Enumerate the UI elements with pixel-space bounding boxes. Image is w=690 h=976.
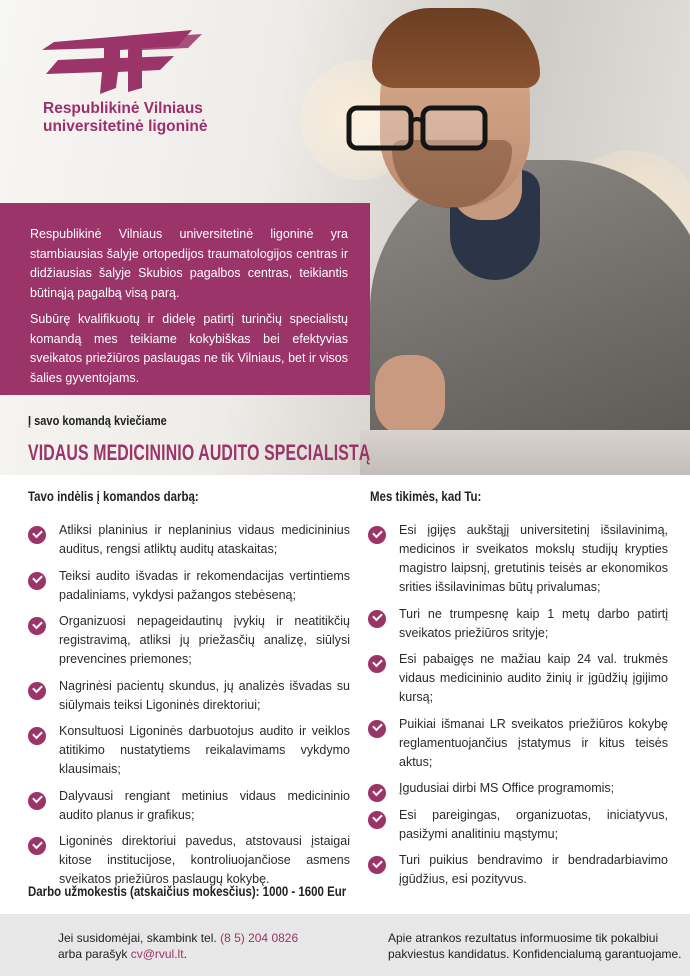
list-item-text: Esi pabaigęs ne mažiau kaip 24 val. trukmės vidaus medicininio audito žinių ir įgūdžių įgijimo kursą; [399, 652, 668, 704]
check-icon [368, 856, 386, 874]
list-item-text: Turi puikius bendravimo ir bendradarbiavimo įgūdžius, esi pozityvus. [399, 853, 668, 886]
list-item-text: Įgudusiai dirbi MS Office programomis; [399, 781, 615, 795]
hospital-name-line2: universitetinė ligoninė [43, 118, 208, 135]
phone-line [58, 930, 298, 946]
check-icon [28, 617, 46, 635]
list-item-text: Esi įgijęs aukštąjį universitetinį išsilavinimą, medicinos ir sveikatos mokslų studijų krypties magistro laipsnį, gretutinis teisės ar ekonomikos srities išsilavinimas būtų privalumas; [399, 523, 668, 594]
list-item [28, 787, 350, 825]
check-icon [368, 655, 386, 673]
email-line [58, 946, 298, 962]
intro-paragraph: Respublikinė Vilniaus universitetinė ligoninė yra stambiausias šalyje ortopedijos traumatologijos centras ir didžiausias šalyje Skubios pagalbos centras, teikiantis būtinąją pagalbą visą parą. [30, 227, 348, 300]
contact-info [58, 930, 298, 962]
check-icon [28, 837, 46, 855]
list-item-text: Teiksi audito išvadas ir rekomendacijas vertintiems padaliniams, vykdysi pažangos stebėseną; [59, 568, 350, 602]
check-icon [28, 792, 46, 810]
requirements-heading: Mes tikimės, kad Tu: [370, 489, 482, 504]
selection-notice: Apie atrankos rezultatus informuosime tik pokalbiui pakviestus kandidatus. Konfidencialumą garantuojame. [388, 931, 682, 961]
footer [0, 914, 690, 976]
list-item [368, 851, 668, 889]
check-icon [28, 727, 46, 745]
person-hand [375, 355, 445, 435]
list-item [368, 779, 668, 798]
salary-text: Darbo užmokestis (atskaičius mokesčius): 1000 - 1600 Eur [28, 884, 347, 899]
intro-box [0, 203, 370, 395]
email-prefix: arba parašyk [58, 947, 131, 961]
hospital-name-line1: Respublikinė Vilniaus [43, 100, 203, 117]
glasses-icon [345, 100, 495, 154]
list-item-text: Esi pareigingas, organizuotas, iniciatyvus, pasižymi analitiniu mąstymu; [399, 807, 668, 841]
desk [360, 430, 690, 475]
list-item-text: Turi ne trumpesnę kaip 1 metų darbo patirtį sveikatos priežiūros srityje; [399, 606, 668, 640]
list-item [368, 715, 668, 772]
list-item [28, 521, 350, 559]
check-icon [368, 720, 386, 738]
check-icon [28, 572, 46, 590]
list-item [28, 722, 350, 779]
list-item-text: Ligoninės direktoriui pavedus, atstovausi įstaigai kitose institucijose, kontroliuojančiose asmens sveikatos priežiūros paslaugų kokybę. [59, 834, 350, 886]
contact-prefix: Jei susidomėjai, skambink tel. [58, 931, 221, 945]
phone-link[interactable]: (8 5) 204 0826 [220, 931, 299, 945]
list-item-text: Konsultuosi Ligoninės darbuotojus audito ir veiklos atitikimo nustatytiems reikalavimams vykdymo klausimais; [59, 724, 350, 776]
check-icon [368, 811, 386, 829]
contribution-heading: Tavo indėlis į komandos darbą: [28, 489, 199, 504]
intro-paragraph: Subūrę kvalifikuotų ir didelę patirtį turinčių specialistų komandą mes teikiame kokybiškas bei efektyvias sveikatos priežiūros paslaugas ne tik Vilniaus, bet ir visos šalies gyventojams. [30, 312, 348, 385]
contribution-list [28, 521, 350, 897]
list-item [368, 650, 668, 707]
job-title: VIDAUS MEDICININIO AUDITO SPECIALISTĄ [28, 440, 371, 465]
check-icon [28, 526, 46, 544]
hospital-logo [42, 28, 212, 100]
requirements-list [368, 521, 668, 897]
list-item [368, 605, 668, 643]
list-item-text: Dalyvausi rengiant metinius vidaus medicininio audito planus ir grafikus; [59, 788, 350, 822]
check-icon [368, 784, 386, 802]
person-hair [372, 8, 540, 88]
list-item-text: Organizuosi nepageidautinų įvykių ir neatitikčių registravimą, atliksi jų priežasčių analizę, siūlysi prevencines priemones; [59, 614, 350, 666]
list-item [368, 521, 668, 597]
invite-text: Į savo komandą kviečiame [28, 413, 167, 428]
list-item-text: Puikiai išmanai LR sveikatos priežiūros kokybę reglamentuojančius įstatymus ir kitus teisės aktus; [399, 716, 668, 769]
list-item [28, 832, 350, 889]
list-item [28, 612, 350, 669]
check-icon [28, 682, 46, 700]
hospital-name [43, 100, 273, 136]
email-link[interactable]: cv@rvul.lt [130, 947, 184, 961]
email-suffix: . [183, 947, 187, 961]
list-item [368, 806, 668, 844]
check-icon [368, 526, 386, 544]
list-item-text: Nagrinėsi pacientų skundus, jų analizės išvadas su siūlymais teiksi Ligoninės direktoriui; [59, 678, 350, 712]
list-item [28, 677, 350, 715]
list-item-text: Atliksi planinius ir neplaninius vidaus medicininius auditus, rengsi atliktų auditų ataskaitas; [59, 523, 350, 556]
list-item [28, 567, 350, 605]
check-icon [368, 610, 386, 628]
